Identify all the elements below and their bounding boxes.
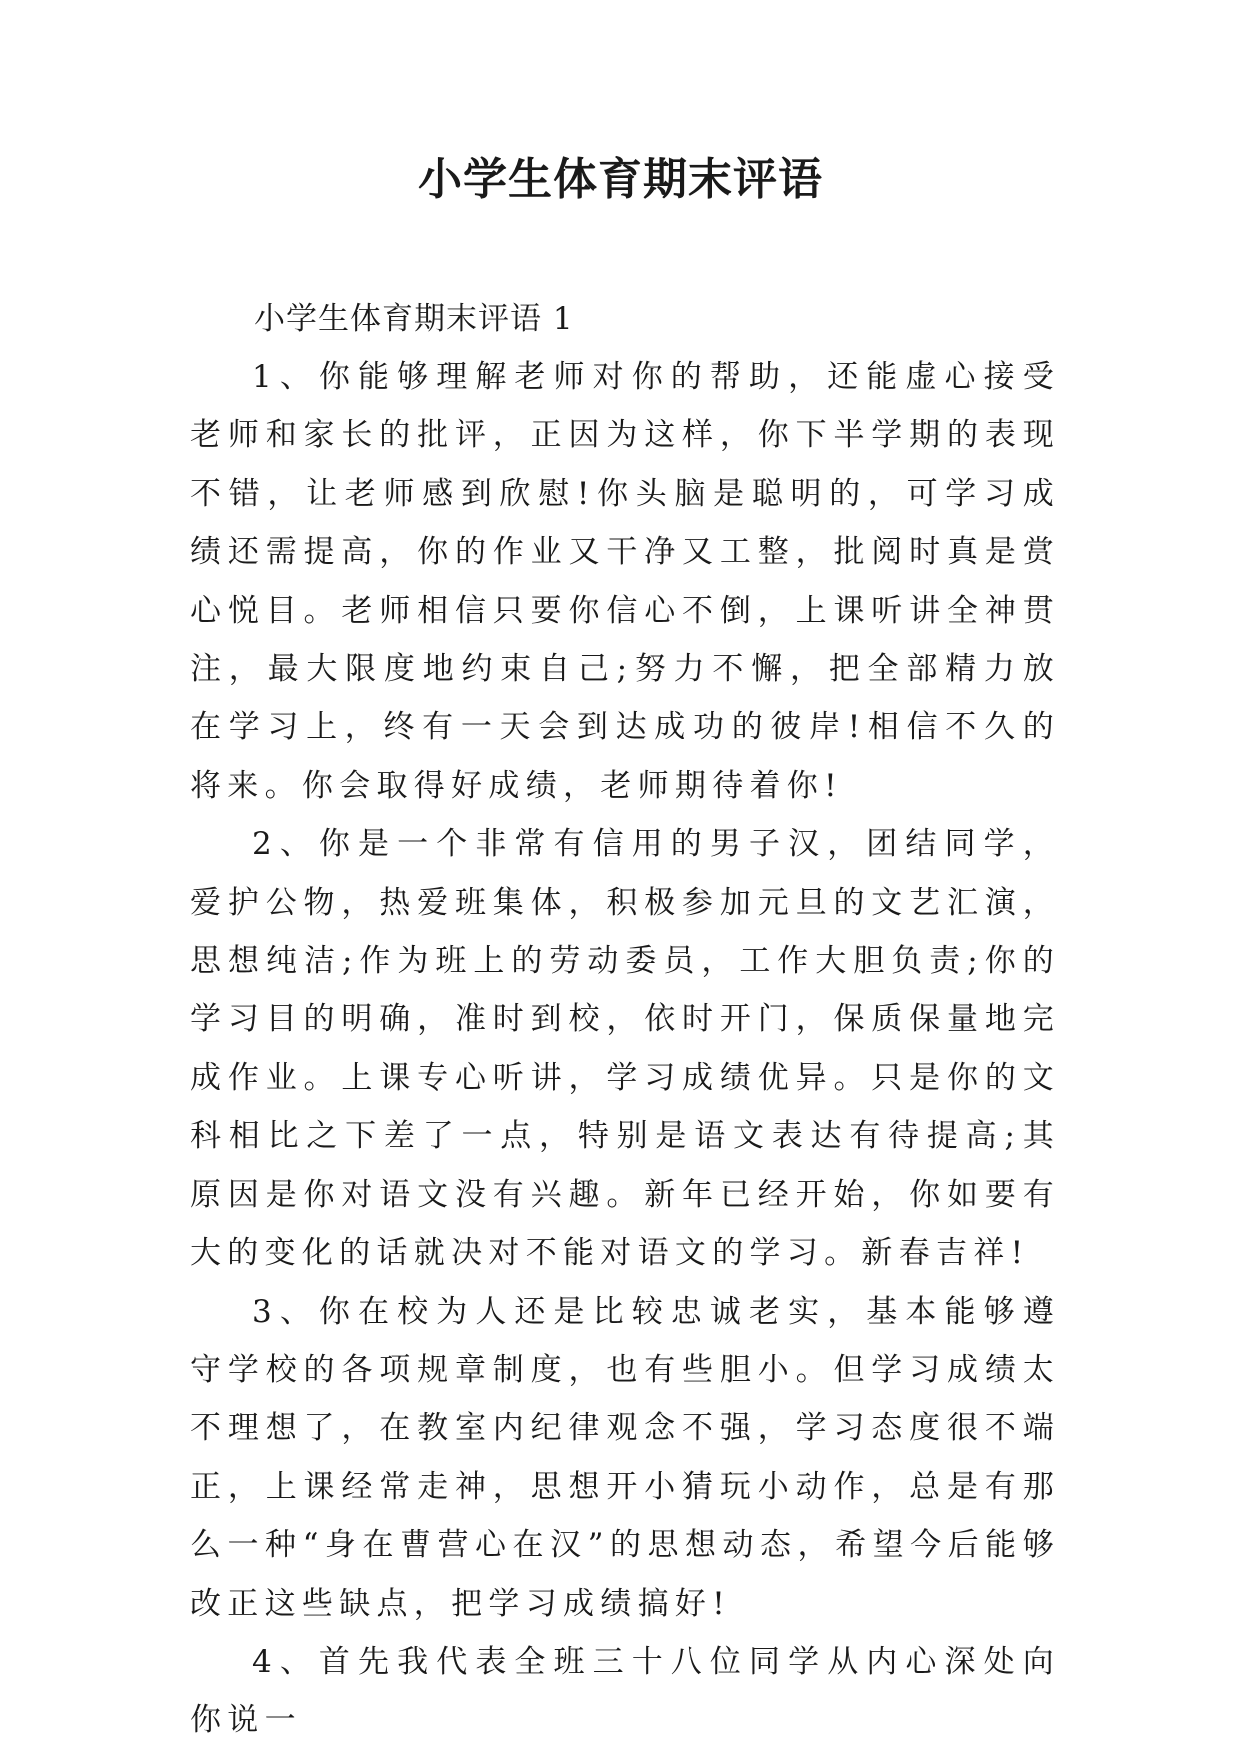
paragraph-4: 4、首先我代表全班三十八位同学从内心深处向你说一 (190, 1643, 1060, 1739)
section-heading: 小学生体育期末评语 1 (254, 301, 574, 337)
document-body (190, 290, 1060, 1750)
document-title: 小学生体育期末评语 (418, 154, 823, 205)
paragraph-2: 2、你是一个非常有信用的男子汉，团结同学，爱护公物，热爱班集体，积极参加元旦的文艺汇演，思想纯洁;作为班上的劳动委员，工作大胆负责;你的学习目的明确，准时到校，依时开门，保质保量地完成作业。上课专心听讲，学习成绩优异。只是你的文科相比之下差了一点，特别是语文表达有待提高;其原因是你对语文没有兴趣。新年已经开始，你如要有大的变化的话就决对不能对语文的学习。新春吉祥! (190, 826, 1060, 1272)
paragraph-3: 3、你在校为人还是比较忠诚老实，基本能够遵守学校的各项规章制度，也有些胆小。但学习成绩太不理想了，在教室内纪律观念不强，学习态度很不端正，上课经常走神，思想开小猜玩小动作，总是有那么一种“身在曹营心在汉”的思想动态，希望今后能够改正这些缺点，把学习成绩搞好! (190, 1293, 1060, 1622)
paragraph-1: 1、你能够理解老师对你的帮助，还能虚心接受老师和家长的批评，正因为这样，你下半学期的表现不错，让老师感到欣慰!你头脑是聪明的，可学习成绩还需提高，你的作业又干净又工整，批阅时真是赏心悦目。老师相信只要你信心不倒，上课听讲全神贯注，最大限度地约束自己;努力不懈，把全部精力放在学习上，终有一天会到达成功的彼岸!相信不久的将来。你会取得好成绩，老师期待着你! (190, 359, 1060, 804)
